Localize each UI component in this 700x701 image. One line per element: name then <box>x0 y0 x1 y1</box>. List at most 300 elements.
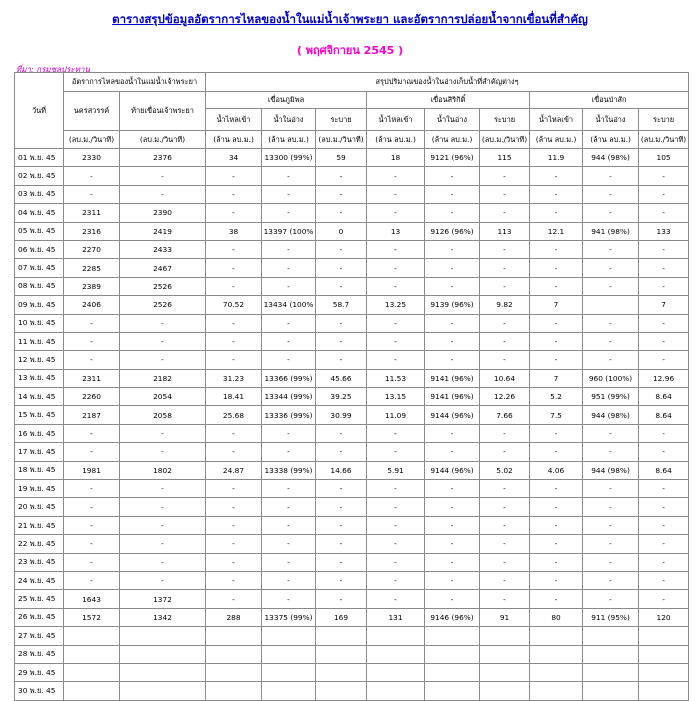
nakhon-sawan-cell: 2285 <box>64 259 120 277</box>
sirikit-inflow-cell <box>367 627 425 645</box>
sirikit-inflow-cell: 131 <box>367 608 425 626</box>
pasak-storage-cell: - <box>583 480 639 498</box>
sirikit-storage-cell: 9141 (96%) <box>425 388 480 406</box>
table-row <box>15 663 689 681</box>
bhumibol-inflow-cell <box>206 645 262 663</box>
sirikit-release-cell: 113 <box>480 222 530 240</box>
bhumibol-release-cell: 30.99 <box>316 406 367 424</box>
below-dam-cell: 1802 <box>120 461 206 479</box>
bhumibol-inflow-cell: 24.87 <box>206 461 262 479</box>
bhumibol-release-cell: - <box>316 571 367 589</box>
sirikit-inflow-cell: 5.91 <box>367 461 425 479</box>
bhumibol-storage-cell: - <box>262 571 316 589</box>
bhumibol-inflow-cell: - <box>206 332 262 350</box>
sirikit-storage-cell: - <box>425 553 480 571</box>
sirikit-storage-cell: - <box>425 167 480 185</box>
header-release: ระบาย <box>480 109 530 131</box>
sirikit-release-cell <box>480 682 530 700</box>
pasak-storage-cell: - <box>583 259 639 277</box>
day-cell: 29 พ.ย. 45 <box>15 663 64 681</box>
sirikit-storage-cell: 9121 (96%) <box>425 149 480 167</box>
bhumibol-inflow-cell: - <box>206 535 262 553</box>
below-dam-cell: - <box>120 314 206 332</box>
sirikit-storage-cell: - <box>425 498 480 516</box>
pasak-inflow-cell: - <box>530 351 583 369</box>
sirikit-storage-cell: - <box>425 185 480 203</box>
table-row <box>15 424 689 442</box>
day-cell: 24 พ.ย. 45 <box>15 571 64 589</box>
pasak-inflow-cell: - <box>530 204 583 222</box>
day-cell: 22 พ.ย. 45 <box>15 535 64 553</box>
below-dam-cell <box>120 663 206 681</box>
sirikit-storage-cell: - <box>425 480 480 498</box>
pasak-storage-cell: - <box>583 443 639 461</box>
pasak-release-cell: 8.64 <box>639 406 689 424</box>
pasak-inflow-cell: - <box>530 498 583 516</box>
nakhon-sawan-cell: 2260 <box>64 388 120 406</box>
pasak-inflow-cell: - <box>530 535 583 553</box>
table-row <box>15 645 689 663</box>
below-dam-cell: 2054 <box>120 388 206 406</box>
day-cell: 07 พ.ย. 45 <box>15 259 64 277</box>
pasak-release-cell: 7 <box>639 296 689 314</box>
bhumibol-inflow-cell <box>206 663 262 681</box>
below-dam-cell <box>120 645 206 663</box>
day-cell: 05 พ.ย. 45 <box>15 222 64 240</box>
bhumibol-storage-cell: - <box>262 204 316 222</box>
sirikit-storage-cell <box>425 627 480 645</box>
sirikit-release-cell: - <box>480 571 530 589</box>
bhumibol-storage-cell: - <box>262 498 316 516</box>
bhumibol-release-cell: - <box>316 259 367 277</box>
pasak-inflow-cell: - <box>530 516 583 534</box>
bhumibol-release-cell: - <box>316 424 367 442</box>
pasak-inflow-cell: - <box>530 277 583 295</box>
bhumibol-storage-cell: 13336 (99%) <box>262 406 316 424</box>
nakhon-sawan-cell <box>64 663 120 681</box>
bhumibol-release-cell: - <box>316 167 367 185</box>
pasak-release-cell: - <box>639 571 689 589</box>
header-storage: น้ำในอ่าง <box>425 109 480 131</box>
sirikit-release-cell: - <box>480 424 530 442</box>
header-inflow: น้ำไหลเข้า <box>530 109 583 131</box>
bhumibol-inflow-cell: - <box>206 351 262 369</box>
sirikit-release-cell: - <box>480 167 530 185</box>
sirikit-storage-cell: - <box>425 535 480 553</box>
pasak-release-cell: - <box>639 167 689 185</box>
pasak-inflow-cell: 80 <box>530 608 583 626</box>
below-dam-cell: - <box>120 424 206 442</box>
bhumibol-storage-cell: - <box>262 443 316 461</box>
bhumibol-inflow-cell: 25.68 <box>206 406 262 424</box>
pasak-release-cell: - <box>639 351 689 369</box>
table-row <box>15 590 689 608</box>
pasak-release-cell: 105 <box>639 149 689 167</box>
sirikit-release-cell: - <box>480 351 530 369</box>
bhumibol-inflow-cell: - <box>206 443 262 461</box>
below-dam-cell: - <box>120 351 206 369</box>
nakhon-sawan-cell: 2406 <box>64 296 120 314</box>
table-row <box>15 314 689 332</box>
header-nakhon-sawan: นครสวรรค์ <box>64 92 120 131</box>
day-cell: 25 พ.ย. 45 <box>15 590 64 608</box>
sirikit-inflow-cell: - <box>367 314 425 332</box>
header-release: ระบาย <box>316 109 367 131</box>
bhumibol-storage-cell: - <box>262 277 316 295</box>
sirikit-release-cell: 115 <box>480 149 530 167</box>
sirikit-storage-cell: - <box>425 351 480 369</box>
bhumibol-inflow-cell: - <box>206 314 262 332</box>
bhumibol-storage-cell: - <box>262 553 316 571</box>
pasak-storage-cell: - <box>583 240 639 258</box>
pasak-storage-cell: - <box>583 553 639 571</box>
below-dam-cell: 1342 <box>120 608 206 626</box>
pasak-release-cell: 8.64 <box>639 461 689 479</box>
below-dam-cell: - <box>120 571 206 589</box>
table-row <box>15 461 689 479</box>
sirikit-release-cell: - <box>480 240 530 258</box>
day-cell: 15 พ.ย. 45 <box>15 406 64 424</box>
sirikit-inflow-cell: - <box>367 259 425 277</box>
pasak-release-cell <box>639 627 689 645</box>
pasak-inflow-cell: - <box>530 259 583 277</box>
nakhon-sawan-cell: 2270 <box>64 240 120 258</box>
pasak-release-cell: 120 <box>639 608 689 626</box>
pasak-release-cell: - <box>639 590 689 608</box>
pasak-storage-cell: 951 (99%) <box>583 388 639 406</box>
header-unit: (ลบ.ม./วินาที) <box>639 131 689 149</box>
pasak-inflow-cell: - <box>530 332 583 350</box>
sirikit-release-cell <box>480 663 530 681</box>
sirikit-inflow-cell: - <box>367 516 425 534</box>
pasak-release-cell: - <box>639 277 689 295</box>
sirikit-release-cell: - <box>480 498 530 516</box>
bhumibol-release-cell <box>316 682 367 700</box>
table-row <box>15 259 689 277</box>
bhumibol-inflow-cell: - <box>206 571 262 589</box>
table-row <box>15 332 689 350</box>
bhumibol-release-cell: - <box>316 277 367 295</box>
header-reservoir-summary: สรุปปริมาณของน้ำในอ่างเก็บน้ำที่สำคัญต่างๆ <box>206 73 689 92</box>
bhumibol-storage-cell: 13366 (99%) <box>262 369 316 387</box>
below-dam-cell: - <box>120 167 206 185</box>
below-dam-cell: - <box>120 535 206 553</box>
bhumibol-storage-cell: - <box>262 516 316 534</box>
bhumibol-inflow-cell: 18.41 <box>206 388 262 406</box>
pasak-inflow-cell: - <box>530 553 583 571</box>
bhumibol-inflow-cell <box>206 682 262 700</box>
bhumibol-release-cell: 45.66 <box>316 369 367 387</box>
header-release: ระบาย <box>639 109 689 131</box>
sirikit-storage-cell: - <box>425 332 480 350</box>
sirikit-storage-cell: 9126 (96%) <box>425 222 480 240</box>
header-unit: (ลบ.ม./วินาที) <box>64 131 120 149</box>
pasak-release-cell: 133 <box>639 222 689 240</box>
bhumibol-release-cell <box>316 627 367 645</box>
day-cell: 21 พ.ย. 45 <box>15 516 64 534</box>
nakhon-sawan-cell: - <box>64 314 120 332</box>
table-row <box>15 571 689 589</box>
bhumibol-inflow-cell: - <box>206 204 262 222</box>
below-dam-cell: - <box>120 480 206 498</box>
pasak-storage-cell: - <box>583 424 639 442</box>
pasak-inflow-cell <box>530 627 583 645</box>
bhumibol-inflow-cell <box>206 627 262 645</box>
pasak-inflow-cell: - <box>530 167 583 185</box>
nakhon-sawan-cell: - <box>64 185 120 203</box>
sirikit-release-cell: - <box>480 185 530 203</box>
sirikit-storage-cell <box>425 663 480 681</box>
header-unit: (ล้าน ลบ.ม.) <box>425 131 480 149</box>
bhumibol-release-cell: - <box>316 535 367 553</box>
pasak-storage-cell: 944 (98%) <box>583 461 639 479</box>
below-dam-cell: 2376 <box>120 149 206 167</box>
bhumibol-inflow-cell: - <box>206 424 262 442</box>
table-row <box>15 296 689 314</box>
bhumibol-inflow-cell: - <box>206 498 262 516</box>
sirikit-release-cell: - <box>480 516 530 534</box>
nakhon-sawan-cell: - <box>64 424 120 442</box>
sirikit-release-cell: - <box>480 314 530 332</box>
pasak-storage-cell: - <box>583 571 639 589</box>
table-row <box>15 682 689 700</box>
pasak-release-cell: 12.96 <box>639 369 689 387</box>
sirikit-storage-cell <box>425 645 480 663</box>
header-unit: (ล้าน ลบ.ม.) <box>262 131 316 149</box>
sirikit-storage-cell: 9146 (96%) <box>425 608 480 626</box>
bhumibol-inflow-cell: - <box>206 185 262 203</box>
sirikit-inflow-cell: 13.25 <box>367 296 425 314</box>
sirikit-storage-cell: 9141 (96%) <box>425 369 480 387</box>
below-dam-cell <box>120 627 206 645</box>
pasak-storage-cell: - <box>583 351 639 369</box>
nakhon-sawan-cell <box>64 627 120 645</box>
bhumibol-storage-cell: - <box>262 535 316 553</box>
sirikit-inflow-cell: - <box>367 571 425 589</box>
day-cell: 11 พ.ย. 45 <box>15 332 64 350</box>
pasak-release-cell: - <box>639 443 689 461</box>
nakhon-sawan-cell: - <box>64 480 120 498</box>
bhumibol-storage-cell: - <box>262 167 316 185</box>
sirikit-storage-cell: - <box>425 443 480 461</box>
pasak-release-cell: - <box>639 240 689 258</box>
pasak-storage-cell: 944 (98%) <box>583 406 639 424</box>
table-row <box>15 167 689 185</box>
below-dam-cell: - <box>120 498 206 516</box>
nakhon-sawan-cell: 2330 <box>64 149 120 167</box>
header-unit: (ล้าน ลบ.ม.) <box>206 131 262 149</box>
sirikit-inflow-cell: - <box>367 185 425 203</box>
below-dam-cell <box>120 682 206 700</box>
sirikit-release-cell: 12.26 <box>480 388 530 406</box>
day-cell: 16 พ.ย. 45 <box>15 424 64 442</box>
day-cell: 27 พ.ย. 45 <box>15 627 64 645</box>
pasak-inflow-cell: 12.1 <box>530 222 583 240</box>
day-cell: 01 พ.ย. 45 <box>15 149 64 167</box>
bhumibol-release-cell: - <box>316 443 367 461</box>
header-inflow: น้ำไหลเข้า <box>367 109 425 131</box>
bhumibol-release-cell: - <box>316 590 367 608</box>
pasak-inflow-cell: 7 <box>530 296 583 314</box>
sirikit-release-cell: - <box>480 480 530 498</box>
pasak-storage-cell <box>583 663 639 681</box>
sirikit-inflow-cell: 11.09 <box>367 406 425 424</box>
bhumibol-inflow-cell: 34 <box>206 149 262 167</box>
day-cell: 08 พ.ย. 45 <box>15 277 64 295</box>
header-storage: น้ำในอ่าง <box>583 109 639 131</box>
pasak-release-cell: - <box>639 553 689 571</box>
nakhon-sawan-cell: 2389 <box>64 277 120 295</box>
nakhon-sawan-cell: 1981 <box>64 461 120 479</box>
bhumibol-inflow-cell: 288 <box>206 608 262 626</box>
bhumibol-inflow-cell: - <box>206 590 262 608</box>
day-cell: 14 พ.ย. 45 <box>15 388 64 406</box>
bhumibol-inflow-cell: - <box>206 167 262 185</box>
bhumibol-storage-cell <box>262 645 316 663</box>
sirikit-release-cell: 91 <box>480 608 530 626</box>
pasak-release-cell: - <box>639 516 689 534</box>
bhumibol-release-cell: - <box>316 553 367 571</box>
pasak-storage-cell: - <box>583 277 639 295</box>
page-title: ตารางสรุปข้อมูลอัตราการไหลของน้ำในแม่น้ำเจ้าพระยา และอัตราการปล่อยน้ำจากเขื่อนที่สำคัญ <box>112 12 588 26</box>
bhumibol-release-cell: - <box>316 204 367 222</box>
table-row <box>15 608 689 626</box>
bhumibol-storage-cell: - <box>262 240 316 258</box>
pasak-inflow-cell: - <box>530 424 583 442</box>
below-dam-cell: - <box>120 553 206 571</box>
header-unit: (ล้าน ลบ.ม.) <box>367 131 425 149</box>
sirikit-inflow-cell: 13.15 <box>367 388 425 406</box>
sirikit-inflow-cell: - <box>367 277 425 295</box>
bhumibol-storage-cell: 13300 (99%) <box>262 149 316 167</box>
below-dam-cell: 2526 <box>120 277 206 295</box>
below-dam-cell: - <box>120 185 206 203</box>
pasak-inflow-cell: - <box>530 314 583 332</box>
bhumibol-inflow-cell: 70.52 <box>206 296 262 314</box>
sirikit-storage-cell: - <box>425 277 480 295</box>
sirikit-inflow-cell: 11.53 <box>367 369 425 387</box>
below-dam-cell: - <box>120 516 206 534</box>
day-cell: 17 พ.ย. 45 <box>15 443 64 461</box>
bhumibol-storage-cell <box>262 663 316 681</box>
sirikit-release-cell: 9.82 <box>480 296 530 314</box>
pasak-storage-cell: - <box>583 516 639 534</box>
pasak-storage-cell: - <box>583 185 639 203</box>
table-row <box>15 498 689 516</box>
pasak-inflow-cell: 4.06 <box>530 461 583 479</box>
header-unit: (ลบ.ม./วินาที) <box>120 131 206 149</box>
sirikit-inflow-cell: - <box>367 498 425 516</box>
pasak-release-cell <box>639 663 689 681</box>
sirikit-release-cell: 7.66 <box>480 406 530 424</box>
pasak-inflow-cell: - <box>530 240 583 258</box>
pasak-storage-cell <box>583 627 639 645</box>
sirikit-release-cell: - <box>480 277 530 295</box>
bhumibol-inflow-cell: - <box>206 553 262 571</box>
pasak-storage-cell: - <box>583 535 639 553</box>
sirikit-inflow-cell: 13 <box>367 222 425 240</box>
nakhon-sawan-cell <box>64 682 120 700</box>
pasak-release-cell: - <box>639 259 689 277</box>
header-inflow: น้ำไหลเข้า <box>206 109 262 131</box>
sirikit-inflow-cell: - <box>367 480 425 498</box>
bhumibol-release-cell <box>316 663 367 681</box>
bhumibol-release-cell: - <box>316 480 367 498</box>
sirikit-release-cell <box>480 627 530 645</box>
sirikit-inflow-cell: - <box>367 553 425 571</box>
pasak-inflow-cell: - <box>530 590 583 608</box>
bhumibol-inflow-cell: - <box>206 259 262 277</box>
nakhon-sawan-cell: - <box>64 535 120 553</box>
sirikit-storage-cell: - <box>425 259 480 277</box>
below-dam-cell: - <box>120 332 206 350</box>
pasak-inflow-cell: - <box>530 480 583 498</box>
pasak-storage-cell: - <box>583 204 639 222</box>
below-dam-cell: 2390 <box>120 204 206 222</box>
nakhon-sawan-cell: 2316 <box>64 222 120 240</box>
table-row <box>15 627 689 645</box>
pasak-inflow-cell: 5.2 <box>530 388 583 406</box>
bhumibol-storage-cell: - <box>262 590 316 608</box>
pasak-inflow-cell <box>530 645 583 663</box>
nakhon-sawan-cell: 1643 <box>64 590 120 608</box>
sirikit-release-cell: 10.64 <box>480 369 530 387</box>
bhumibol-inflow-cell: - <box>206 480 262 498</box>
bhumibol-storage-cell: - <box>262 314 316 332</box>
sirikit-release-cell: - <box>480 535 530 553</box>
pasak-storage-cell: - <box>583 498 639 516</box>
bhumibol-storage-cell <box>262 627 316 645</box>
bhumibol-release-cell: - <box>316 516 367 534</box>
nakhon-sawan-cell: - <box>64 553 120 571</box>
below-dam-cell: 2058 <box>120 406 206 424</box>
sirikit-inflow-cell: - <box>367 332 425 350</box>
bhumibol-storage-cell: 13338 (99%) <box>262 461 316 479</box>
pasak-release-cell <box>639 682 689 700</box>
pasak-storage-cell: - <box>583 167 639 185</box>
table-row <box>15 516 689 534</box>
pasak-inflow-cell: 7.5 <box>530 406 583 424</box>
table-row <box>15 535 689 553</box>
bhumibol-release-cell: - <box>316 498 367 516</box>
header-unit: (ลบ.ม./วินาที) <box>480 131 530 149</box>
sirikit-storage-cell: - <box>425 424 480 442</box>
bhumibol-inflow-cell: - <box>206 277 262 295</box>
bhumibol-release-cell: - <box>316 240 367 258</box>
pasak-storage-cell <box>583 682 639 700</box>
sirikit-inflow-cell: - <box>367 443 425 461</box>
day-cell: 28 พ.ย. 45 <box>15 645 64 663</box>
below-dam-cell: 2433 <box>120 240 206 258</box>
sirikit-inflow-cell: 18 <box>367 149 425 167</box>
bhumibol-storage-cell: 13344 (99%) <box>262 388 316 406</box>
day-cell: 04 พ.ย. 45 <box>15 204 64 222</box>
sirikit-storage-cell: 9144 (96%) <box>425 461 480 479</box>
below-dam-cell: 2419 <box>120 222 206 240</box>
pasak-release-cell: - <box>639 535 689 553</box>
day-cell: 19 พ.ย. 45 <box>15 480 64 498</box>
below-dam-cell: 2467 <box>120 259 206 277</box>
pasak-inflow-cell <box>530 682 583 700</box>
bhumibol-storage-cell: 13375 (99%) <box>262 608 316 626</box>
pasak-storage-cell: 941 (98%) <box>583 222 639 240</box>
pasak-storage-cell: - <box>583 590 639 608</box>
day-cell: 26 พ.ย. 45 <box>15 608 64 626</box>
pasak-storage-cell <box>583 645 639 663</box>
pasak-release-cell: - <box>639 498 689 516</box>
pasak-storage-cell: - <box>583 314 639 332</box>
bhumibol-release-cell: - <box>316 332 367 350</box>
